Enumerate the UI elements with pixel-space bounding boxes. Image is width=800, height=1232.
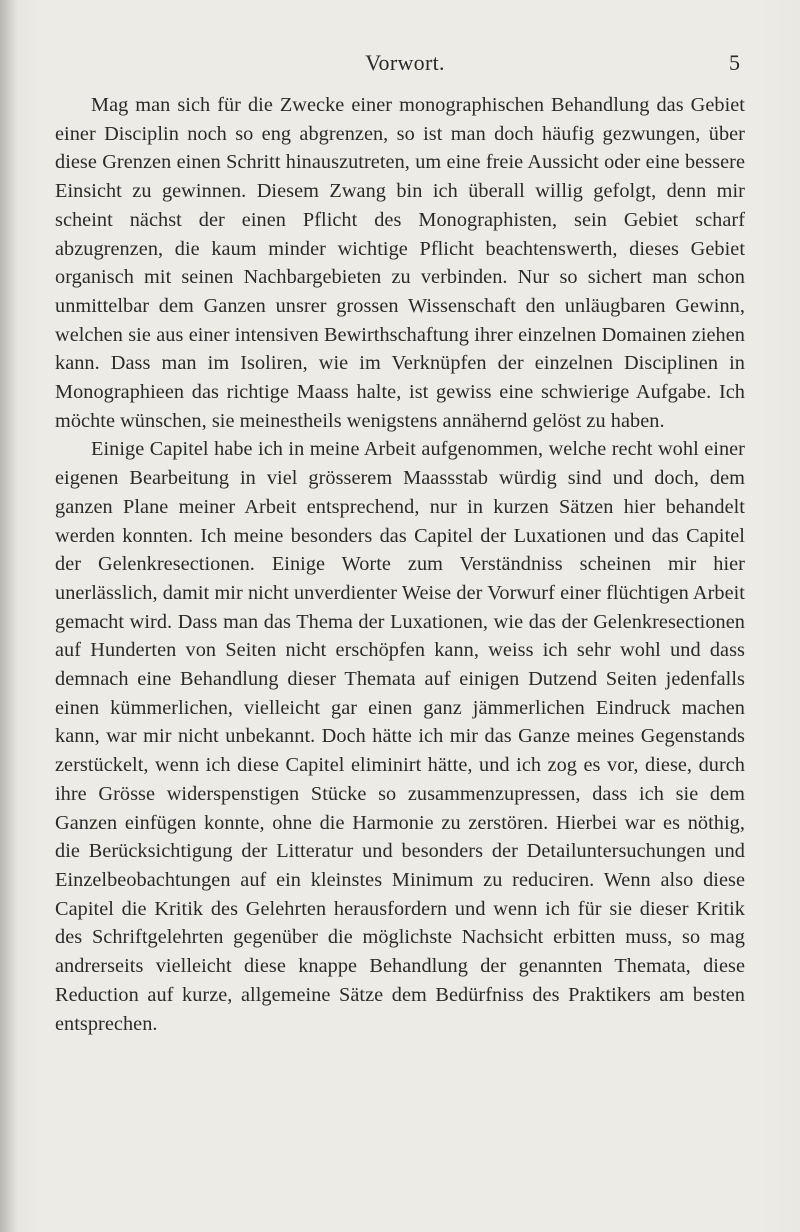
paragraph-1: Mag man sich für die Zwecke einer monographischen Behandlung das Gebiet einer Disciplin noch so eng abgrenzen, so ist man doch häufig gezwungen, über diese Grenzen einen Schritt hinauszutreten, um eine freie Aussicht oder eine bessere Einsicht zu gewinnen. Diesem Zwang bin ich überall willig gefolgt, denn mir scheint nächst der einen Pflicht des Monographisten, sein Gebiet scharf abzugrenzen, die kaum minder wichtige Pflicht beachtenswerth, dieses Gebiet organisch mit seinen Nachbargebieten zu verbinden. Nur so sichert man schon unmittelbar dem Ganzen unsrer grossen Wissenschaft den unläugbaren Gewinn, welchen sie aus einer intensiven Bewirthschaftung ihrer einzelnen Domainen ziehen kann. Dass man im Isoliren, wie im Verknüpfen der einzelnen Disciplinen in Monographieen das richtige Maass halte, ist gewiss eine schwierige Aufgabe. Ich möchte wünschen, sie meinestheils wenigstens annähernd gelöst zu haben. xyxy=(55,94,745,432)
body-text xyxy=(55,91,745,1038)
page-number: 5 xyxy=(729,50,740,75)
running-title: Vorwort. xyxy=(365,50,445,75)
binding-shadow xyxy=(0,0,18,1232)
paragraph-2: Einige Capitel habe ich in meine Arbeit aufgenommen, welche recht wohl einer eigenen Bearbeitung in viel grösserem Maassstab würdig sind und doch, dem ganzen Plane meiner Arbeit entsprechend, nur in kurzen Sätzen hier behandelt werden konnten. Ich meine besonders das Capitel der Luxationen und das Capitel der Gelenkresectionen. Einige Worte zum Verständniss scheinen mir hier unerlässlich, damit mir nicht unverdienter Weise der Vorwurf einer flüchtigen Arbeit gemacht wird. Dass man das Thema der Luxationen, wie das der Gelenkresectionen auf Hunderten von Seiten nicht erschöpfen kann, weiss ich sehr wohl und dass demnach eine Behandlung dieser Themata auf einigen Dutzend Seiten jedenfalls einen kümmerlichen, vielleicht gar einen ganz jämmerlichen Eindruck machen kann, war mir nicht unbekannt. Doch hätte ich mir das Ganze meines Gegenstands zerstückelt, wenn ich diese Capitel eliminirt hätte, und ich zog es vor, diese, durch ihre Grösse widerspenstigen Stücke so zusammenzupressen, dass ich sie dem Ganzen einfügen konnte, ohne die Harmonie zu zerstören. Hierbei war es nöthig, die Berücksichtigung der Litteratur und besonders der Detailuntersuchungen und Einzelbeobachtungen auf ein kleinstes Minimum zu reduciren. Wenn also diese Capitel die Kritik des Gelehrten herausfordern und wenn ich für sie dieser Kritik des Schriftgelehrten gegenüber die möglichste Nachsicht erbitten muss, so mag andrerseits vielleicht diese knappe Behandlung der genannten Themata, diese Reduction auf kurze, allgemeine Sätze dem Bedürfniss des Praktikers am besten entsprechen. xyxy=(55,438,745,1035)
running-head xyxy=(0,50,800,78)
